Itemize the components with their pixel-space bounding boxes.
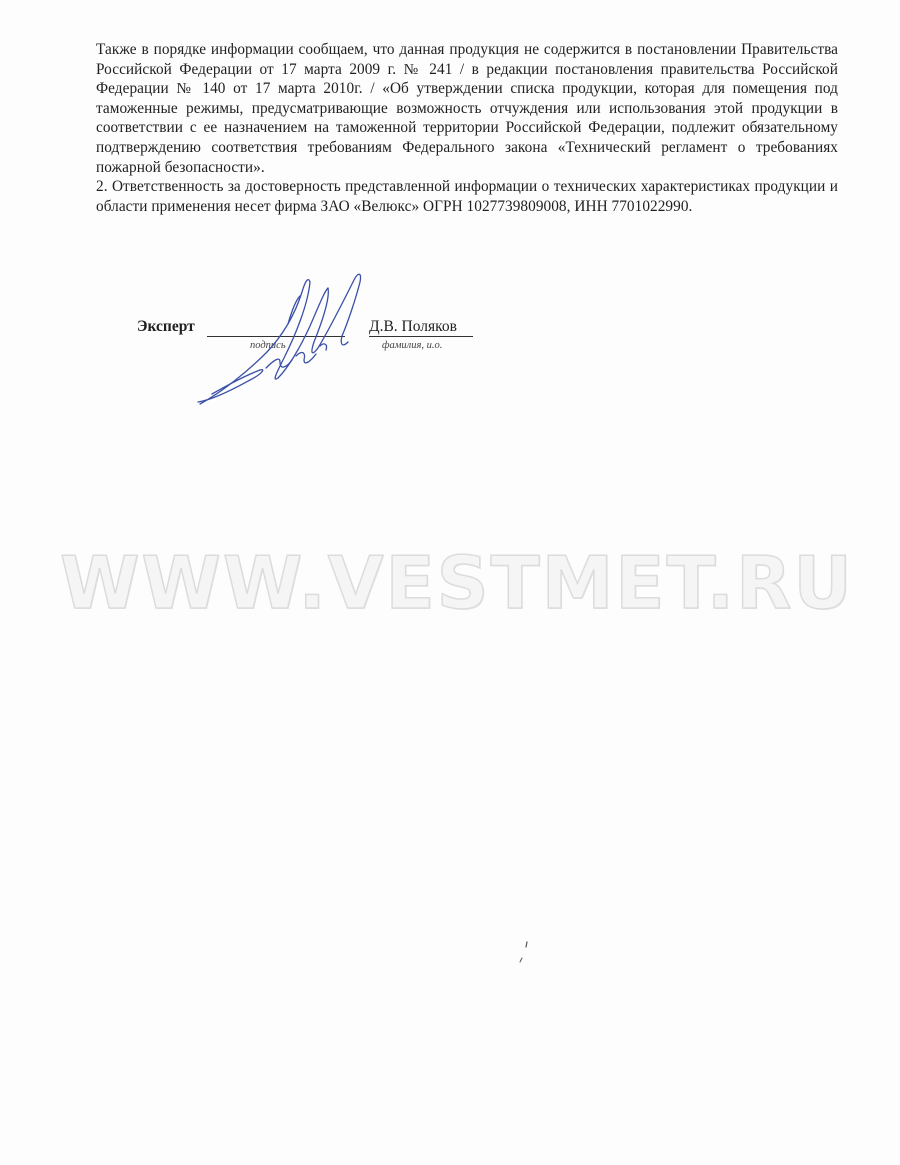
handwritten-signature [192,264,382,412]
name-caption: фамилия, и.о. [382,340,443,351]
scan-speck [518,940,532,964]
expert-label: Эксперт [137,318,195,335]
signature-caption: подпись [250,340,286,351]
expert-name: Д.В. Поляков [369,318,473,337]
watermark: WWW.VESTMET.RU [60,541,854,625]
paragraph-info: Также в порядке информации сообщаем, что данная продукция не содержится в постановлении Правительства Российской Федерации от 17 марта 2009 г. № 241 / в редакции постановления правительства Российской Федерации № 140 от 17 марта 2010г. / «Об утверждении списка продукции, которая для помещения под таможенные режимы, предусматривающие возможность отчуждения или использования этой продукции в соответствии с ее назначением на таможенной территории Российской Федерации, подлежит обязательному подтверждению соответствия требованиям Федерального закона «Технический регламент о требованиях пожарной безопасности». [96,41,838,176]
paragraph-responsibility: 2. Ответственность за достоверность представленной информации о технических характеристиках продукции и области применения несет фирма ЗАО «Велюкс» ОГРН 1027739809008, ИНН 7701022990. [96,178,838,215]
document-body [96,40,838,216]
